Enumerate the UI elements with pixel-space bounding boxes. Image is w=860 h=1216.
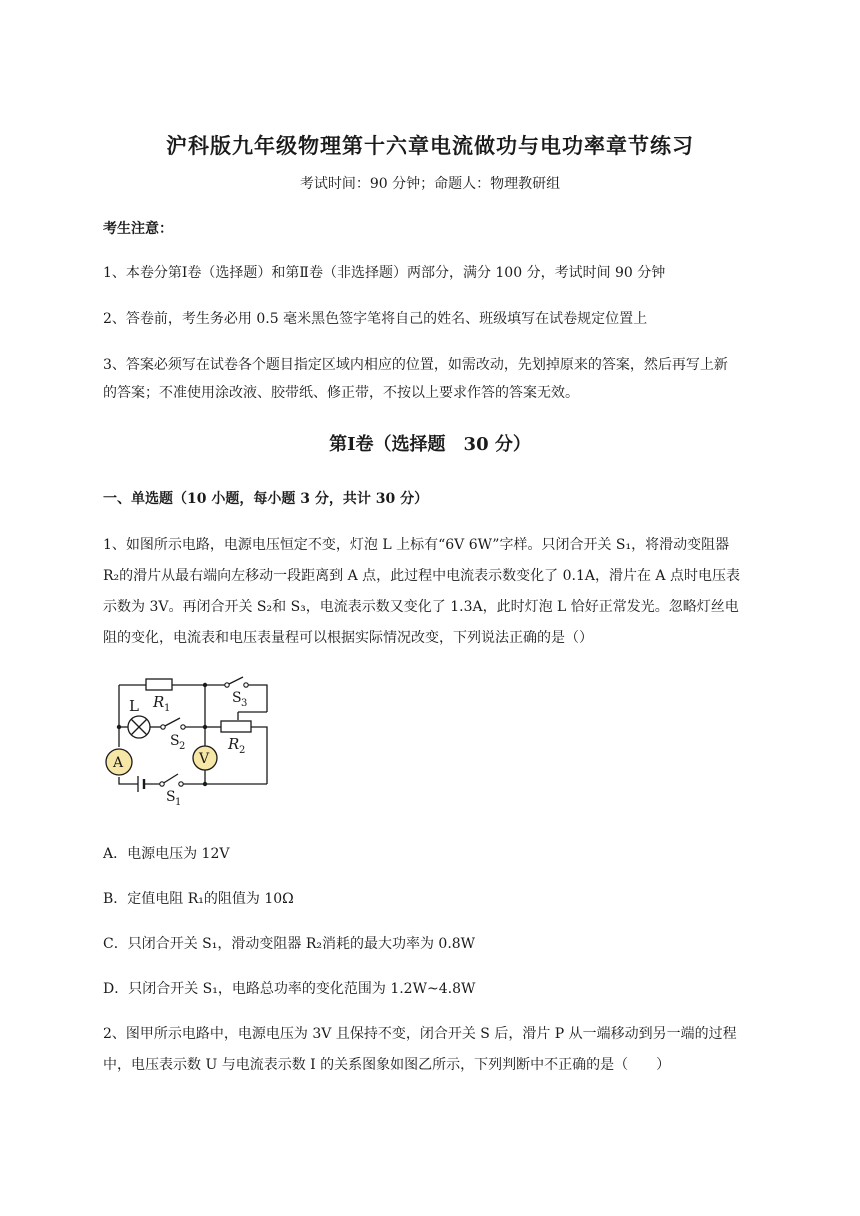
wire — [246, 685, 267, 712]
switch-s2-blade — [163, 718, 180, 727]
junction-dot — [203, 683, 207, 687]
notice-item-2: 2、答卷前，考生务必用 0.5 毫米黑色签字笔将自己的姓名、班级填写在试卷规定位置上 — [103, 311, 648, 327]
notice-item-1: 1、本卷分第Ⅰ卷（选择题）和第Ⅱ卷（非选择题）两部分，满分 100 分，考试时间 90 分钟 — [103, 265, 666, 281]
lamp-label: L — [129, 697, 139, 715]
document-title: 沪科版九年级物理第十六章电流做功与电功率章节练习 — [166, 133, 694, 158]
s1-subscript: 1 — [175, 797, 182, 807]
switch-s1-blade — [162, 774, 178, 784]
s1-label: S — [166, 789, 176, 805]
section-title: 第Ⅰ卷（选择题 30 分） — [329, 434, 531, 455]
voltmeter-label: V — [199, 751, 210, 767]
question-1-line-4: 阻的变化，电流表和电压表量程可以根据实际情况改变，下列说法正确的是（） — [103, 630, 593, 646]
switch-contact — [161, 725, 165, 729]
question-1-line-2: R₂的滑片从最右端向左移动一段距离到 A 点，此过程中电流表示数变化了 0.1A，滑片在 A 点时电压表 — [103, 568, 740, 584]
s2-subscript: 2 — [179, 741, 186, 752]
part-heading: 一、单选题（10 小题，每小题 3 分，共计 30 分） — [103, 491, 429, 507]
resistor-r1 — [146, 679, 172, 690]
wire — [251, 727, 267, 784]
switch-contact — [225, 683, 229, 687]
s2-label: S — [170, 733, 180, 749]
s3-label: S — [232, 690, 242, 706]
question-1-line-1: 1、如图所示电路，电源电压恒定不变，灯泡 L 上标有“6V 6W”字样。只闭合开关 S₁，将滑动变阻器 — [103, 537, 730, 553]
rheostat-r2 — [221, 721, 251, 732]
option-c: C．只闭合开关 S₁，滑动变阻器 R₂消耗的最大功率为 0.8W — [103, 936, 476, 952]
ammeter-label: A — [113, 755, 124, 771]
notice-heading: 考生注意： — [103, 221, 173, 237]
switch-contact — [179, 782, 183, 786]
junction-dot — [203, 725, 207, 729]
question-1-line-3: 示数为 3V。再闭合开关 S₂和 S₃，电流表示数又变化了 1.3A，此时灯泡 L 恰好正常发光。忽略灯丝电 — [103, 599, 739, 615]
r2-label: R — [228, 735, 240, 753]
option-a: A．电源电压为 12V — [103, 846, 230, 862]
wire — [119, 777, 138, 784]
junction-dot — [203, 782, 207, 786]
r2-subscript: 2 — [239, 745, 246, 756]
option-b: B．定值电阻 R₁的阻值为 10Ω — [103, 891, 294, 907]
switch-contact — [244, 683, 248, 687]
switch-contact — [160, 782, 164, 786]
notice-item-3: 3、答案必须写在试卷各个题目指定区域内相应的位置，如需改动，先划掉原来的答案，然后再写上新 — [103, 357, 728, 373]
s3-subscript: 3 — [241, 698, 248, 709]
r1-label: R — [153, 693, 165, 711]
circuit-diagram — [100, 667, 300, 807]
question-2-line-2: 中，电压表示数 U 与电流表示数 I 的关系图象如图乙所示，下列判断中不正确的是（ ） — [103, 1057, 671, 1073]
switch-contact — [181, 725, 185, 729]
option-d: D．只闭合开关 S₁，电路总功率的变化范围为 1.2W~4.8W — [103, 981, 476, 997]
r1-subscript: 1 — [164, 703, 171, 714]
question-2-line-1: 2、图甲所示电路中，电源电压为 3V 且保持不变，闭合开关 S 后，滑片 P 从一端移动到另一端的过程 — [103, 1026, 737, 1042]
notice-item-3-cont: 的答案；不准使用涂改液、胶带纸、修正带，不按以上要求作答的答案无效。 — [103, 385, 579, 401]
document-subtitle: 考试时间：90 分钟；命题人：物理教研组 — [299, 176, 561, 192]
junction-dot — [117, 725, 121, 729]
